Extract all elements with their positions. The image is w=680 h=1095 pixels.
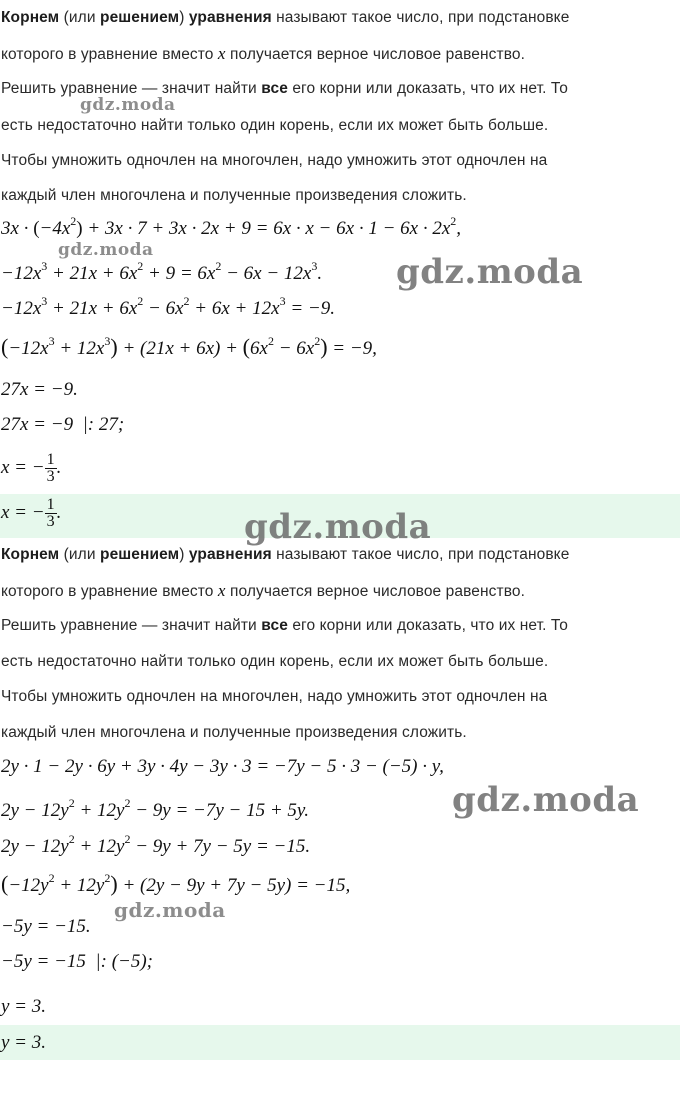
solution-step-4: $(-12x^3 + 12x^3) + (21x + 6x) + (6x^2 - 6x^2) = -9$, xyxy=(1,333,377,359)
solution-step-6: −5y = −15 |: (−5); xyxy=(1,951,153,972)
definition-line-2: которого в уравнение вместо x получается верное числовое равенство. xyxy=(1,581,525,600)
watermark: gdz.moda xyxy=(244,507,432,547)
rule-line-1: Чтобы умножить одночлен на многочлен, надо умножить этот одночлен на xyxy=(1,152,548,169)
definition-line-3: Решить уравнение — значит найти все его корни или доказать, что их нет. То xyxy=(1,80,568,97)
solution-step-6: 27x = −9 |: 27; xyxy=(1,414,125,435)
definition-line-1: Корнем (или решением) уравнения называют такое число, при подстановке xyxy=(1,546,570,563)
solution-step-3: $-12x^3 + 21x + 6x^2 - 6x^2 + 6x + 12x^3 = -9$. xyxy=(1,293,335,319)
watermark: gdz.moda xyxy=(80,95,176,115)
solution-step-1: $3x \cdot (-4x^2) + 3x \cdot 7 + 3x \cdot 2x + 9 = 6x \cdot x - 6x \cdot 1 - 6x \cdot 2x^2$, xyxy=(1,213,462,239)
solution-step-2: $-12x^3 + 21x + 6x^2 + 9 = 6x^2 - 6x - 12x^3$. xyxy=(1,258,323,284)
answer-highlight xyxy=(0,1025,680,1060)
term-solution: решением xyxy=(100,546,180,563)
definition-line-3: Решить уравнение — значит найти все его корни или доказать, что их нет. То xyxy=(1,617,568,634)
solution-step-5: 27x = −9. xyxy=(1,379,78,400)
answer-1: x = − $\frac{1}{3}$ . xyxy=(1,496,62,530)
watermark: gdz.moda xyxy=(58,240,154,260)
solution-step-4: $(-12y^2 + 12y^2) + (2y - 9y + 7y - 5y) = -15$, xyxy=(1,870,351,896)
answer-2: y = 3. xyxy=(1,1032,47,1053)
watermark: gdz.moda xyxy=(452,780,640,820)
definition-line-4: есть недостаточно найти только один корень, если их может быть больше. xyxy=(1,653,549,670)
solution-step-7: x = − $\frac{1}{3}$ . xyxy=(1,451,62,485)
rule-line-2: каждый член многочлена и полученные произведения сложить. xyxy=(1,724,467,741)
solution-step-3: $2y - 12y^2 + 12y^2 - 9y + 7y - 5y = -15$. xyxy=(1,831,311,857)
term-solution: решением xyxy=(100,9,180,26)
solution-step-5: −5y = −15. xyxy=(1,916,91,937)
definition-line-4: есть недостаточно найти только один корень, если их может быть больше. xyxy=(1,117,549,134)
solution-step-2: $2y - 12y^2 + 12y^2 - 9y = -7y - 15 + 5y$. xyxy=(1,795,310,821)
rule-line-1: Чтобы умножить одночлен на многочлен, надо умножить этот одночлен на xyxy=(1,688,548,705)
solution-step-1: 2y · 1 − 2y · 6y + 3y · 4y − 3y · 3 = −7y − 5 · 3 − (−5) · y, xyxy=(1,756,444,777)
term-root: Корнем xyxy=(1,9,60,26)
term-equation: уравнения xyxy=(188,546,272,563)
watermark: gdz.moda xyxy=(396,252,584,292)
definition-line-1: Корнем (или решением) уравнения называют такое число, при подстановке xyxy=(1,9,570,26)
term-root: Корнем xyxy=(1,546,60,563)
rule-line-2: каждый член многочлена и полученные произведения сложить. xyxy=(1,187,467,204)
watermark: gdz.moda xyxy=(114,898,226,922)
definition-line-2: которого в уравнение вместо x получается верное числовое равенство. xyxy=(1,44,525,63)
term-equation: уравнения xyxy=(188,9,272,26)
solution-step-7: y = 3. xyxy=(1,996,47,1017)
